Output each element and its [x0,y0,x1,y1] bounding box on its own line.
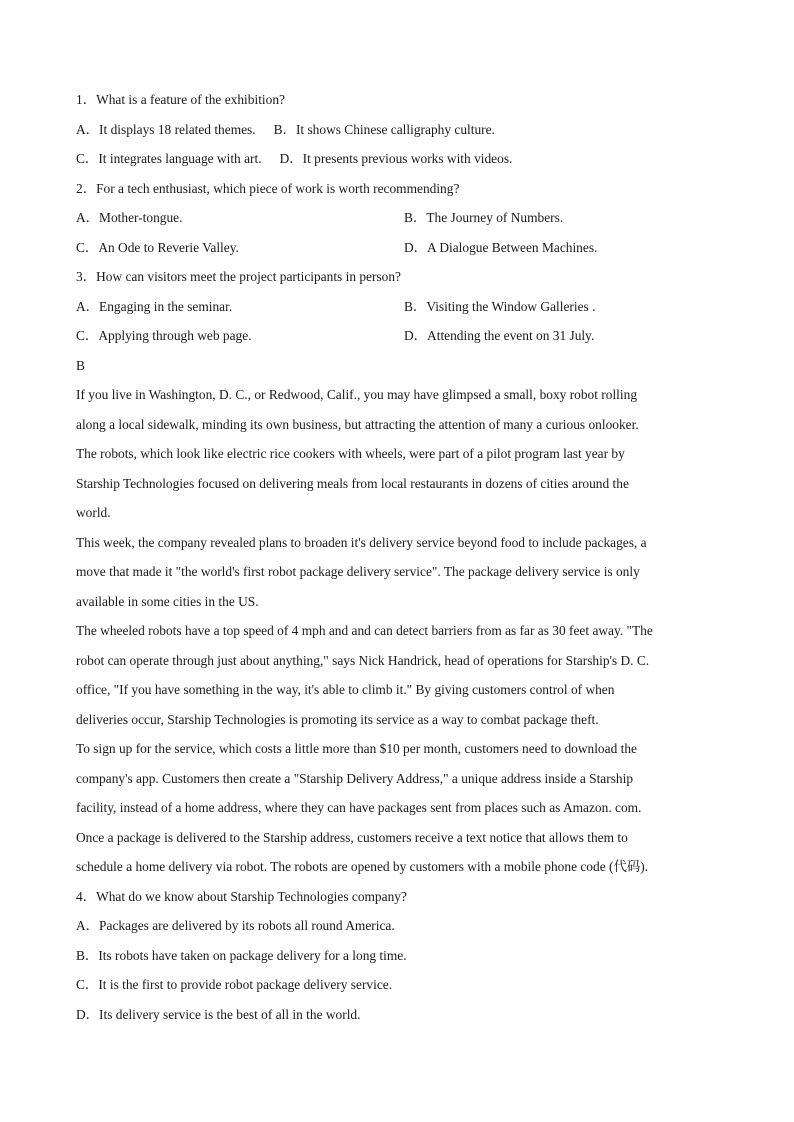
question-3-stem: 3．How can visitors meet the project participants in person? [76,269,402,284]
question-2-options-cd [76,233,716,263]
passage-b-paragraph-4 [76,734,716,882]
question-4-option-b: B．Its robots have taken on package delivery for a long time. [76,947,407,963]
passage-b-paragraph-3 [76,616,716,734]
question-3-option-c: C．Applying through web page. [76,328,252,343]
question-1-option-b: B．It shows Chinese calligraphy culture. [273,121,495,137]
question-4-option-c: C．It is the first to provide robot package delivery service. [76,977,393,992]
question-3-options-cd [76,321,716,351]
passage-line: schedule a home delivery via robot. The robots are opened by customers with a mobile phone code (代码). [76,859,649,874]
question-1-option-d: D．It presents previous works with videos. [279,151,513,166]
passage-line: facility, instead of a home address, where they can have packages sent from places such as Amazon. com. [76,800,642,815]
question-2-stem: 2．For a tech enthusiast, which piece of work is worth recommending? [76,180,460,196]
passage-b-paragraph-2 [76,528,716,617]
question-3-option-b: B．Visiting the Window Galleries . [404,298,596,314]
question-2-option-c: C．An Ode to Reverie Valley. [76,239,239,255]
passage-line: robot can operate through just about anything," says Nick Handrick, head of operations for Starship's D. C. [76,652,650,668]
question-1-options-cd [76,144,716,174]
question-3-options-ab [76,292,716,322]
question-4-option-d: D．Its delivery service is the best of all in the world. [76,1006,361,1022]
question-4-stem: 4．What do we know about Starship Technologies company? [76,888,407,904]
passage-line: available in some cities in the US. [76,593,259,609]
passage-line: office, "If you have something in the way, it's able to climb it." By giving customers control of when [76,682,615,697]
passage-line: world. [76,505,111,520]
passage-line: Once a package is delivered to the Starship address, customers receive a text notice that allows them to [76,829,628,845]
passage-line: Starship Technologies focused on delivering meals from local restaurants in dozens of cities around the [76,475,629,491]
section-b-label: B [76,357,85,373]
question-2-option-d: D．A Dialogue Between Machines. [404,239,598,255]
passage-line: The wheeled robots have a top speed of 4 mph and and can detect barriers from as far as 30 feet away. "The [76,623,653,638]
question-2-option-b: B．The Journey of Numbers. [404,210,564,225]
passage-line: The robots, which look like electric rice cookers with wheels, were part of a pilot program last year by [76,446,625,461]
question-1-stem: 1．What is a feature of the exhibition? [76,92,285,107]
question-1-option-a: A．It displays 18 related themes. [76,121,256,137]
question-1-option-c: C．It integrates language with art. [76,151,262,166]
question-3-option-d: D．Attending the event on 31 July. [404,328,595,343]
passage-line: This week, the company revealed plans to broaden it's delivery service beyond food to include packages, a [76,534,647,550]
passage-line: deliveries occur, Starship Technologies is promoting its service as a way to combat package theft. [76,711,599,727]
passage-b-paragraph-1 [76,380,716,528]
question-2-option-a: A．Mother-tongue. [76,210,183,225]
question-2-options-ab [76,203,716,233]
passage-line: If you live in Washington, D. C., or Redwood, Calif., you may have glimpsed a small, boxy robot rolling [76,387,638,402]
question-1-options-ab [76,115,716,145]
question-4-option-a: A．Packages are delivered by its robots all round America. [76,918,395,933]
question-3-option-a: A．Engaging in the seminar. [76,298,233,314]
passage-line: company's app. Customers then create a "Starship Delivery Address," a unique address inside a Starship [76,770,634,786]
document-page [76,85,716,1029]
passage-line: along a local sidewalk, minding its own business, but attracting the attention of many a curious onlooker. [76,416,639,432]
passage-line: To sign up for the service, which costs a little more than $10 per month, customers need to download the [76,741,637,756]
passage-line: move that made it "the world's first robot package delivery service". The package delivery service is only [76,564,640,579]
